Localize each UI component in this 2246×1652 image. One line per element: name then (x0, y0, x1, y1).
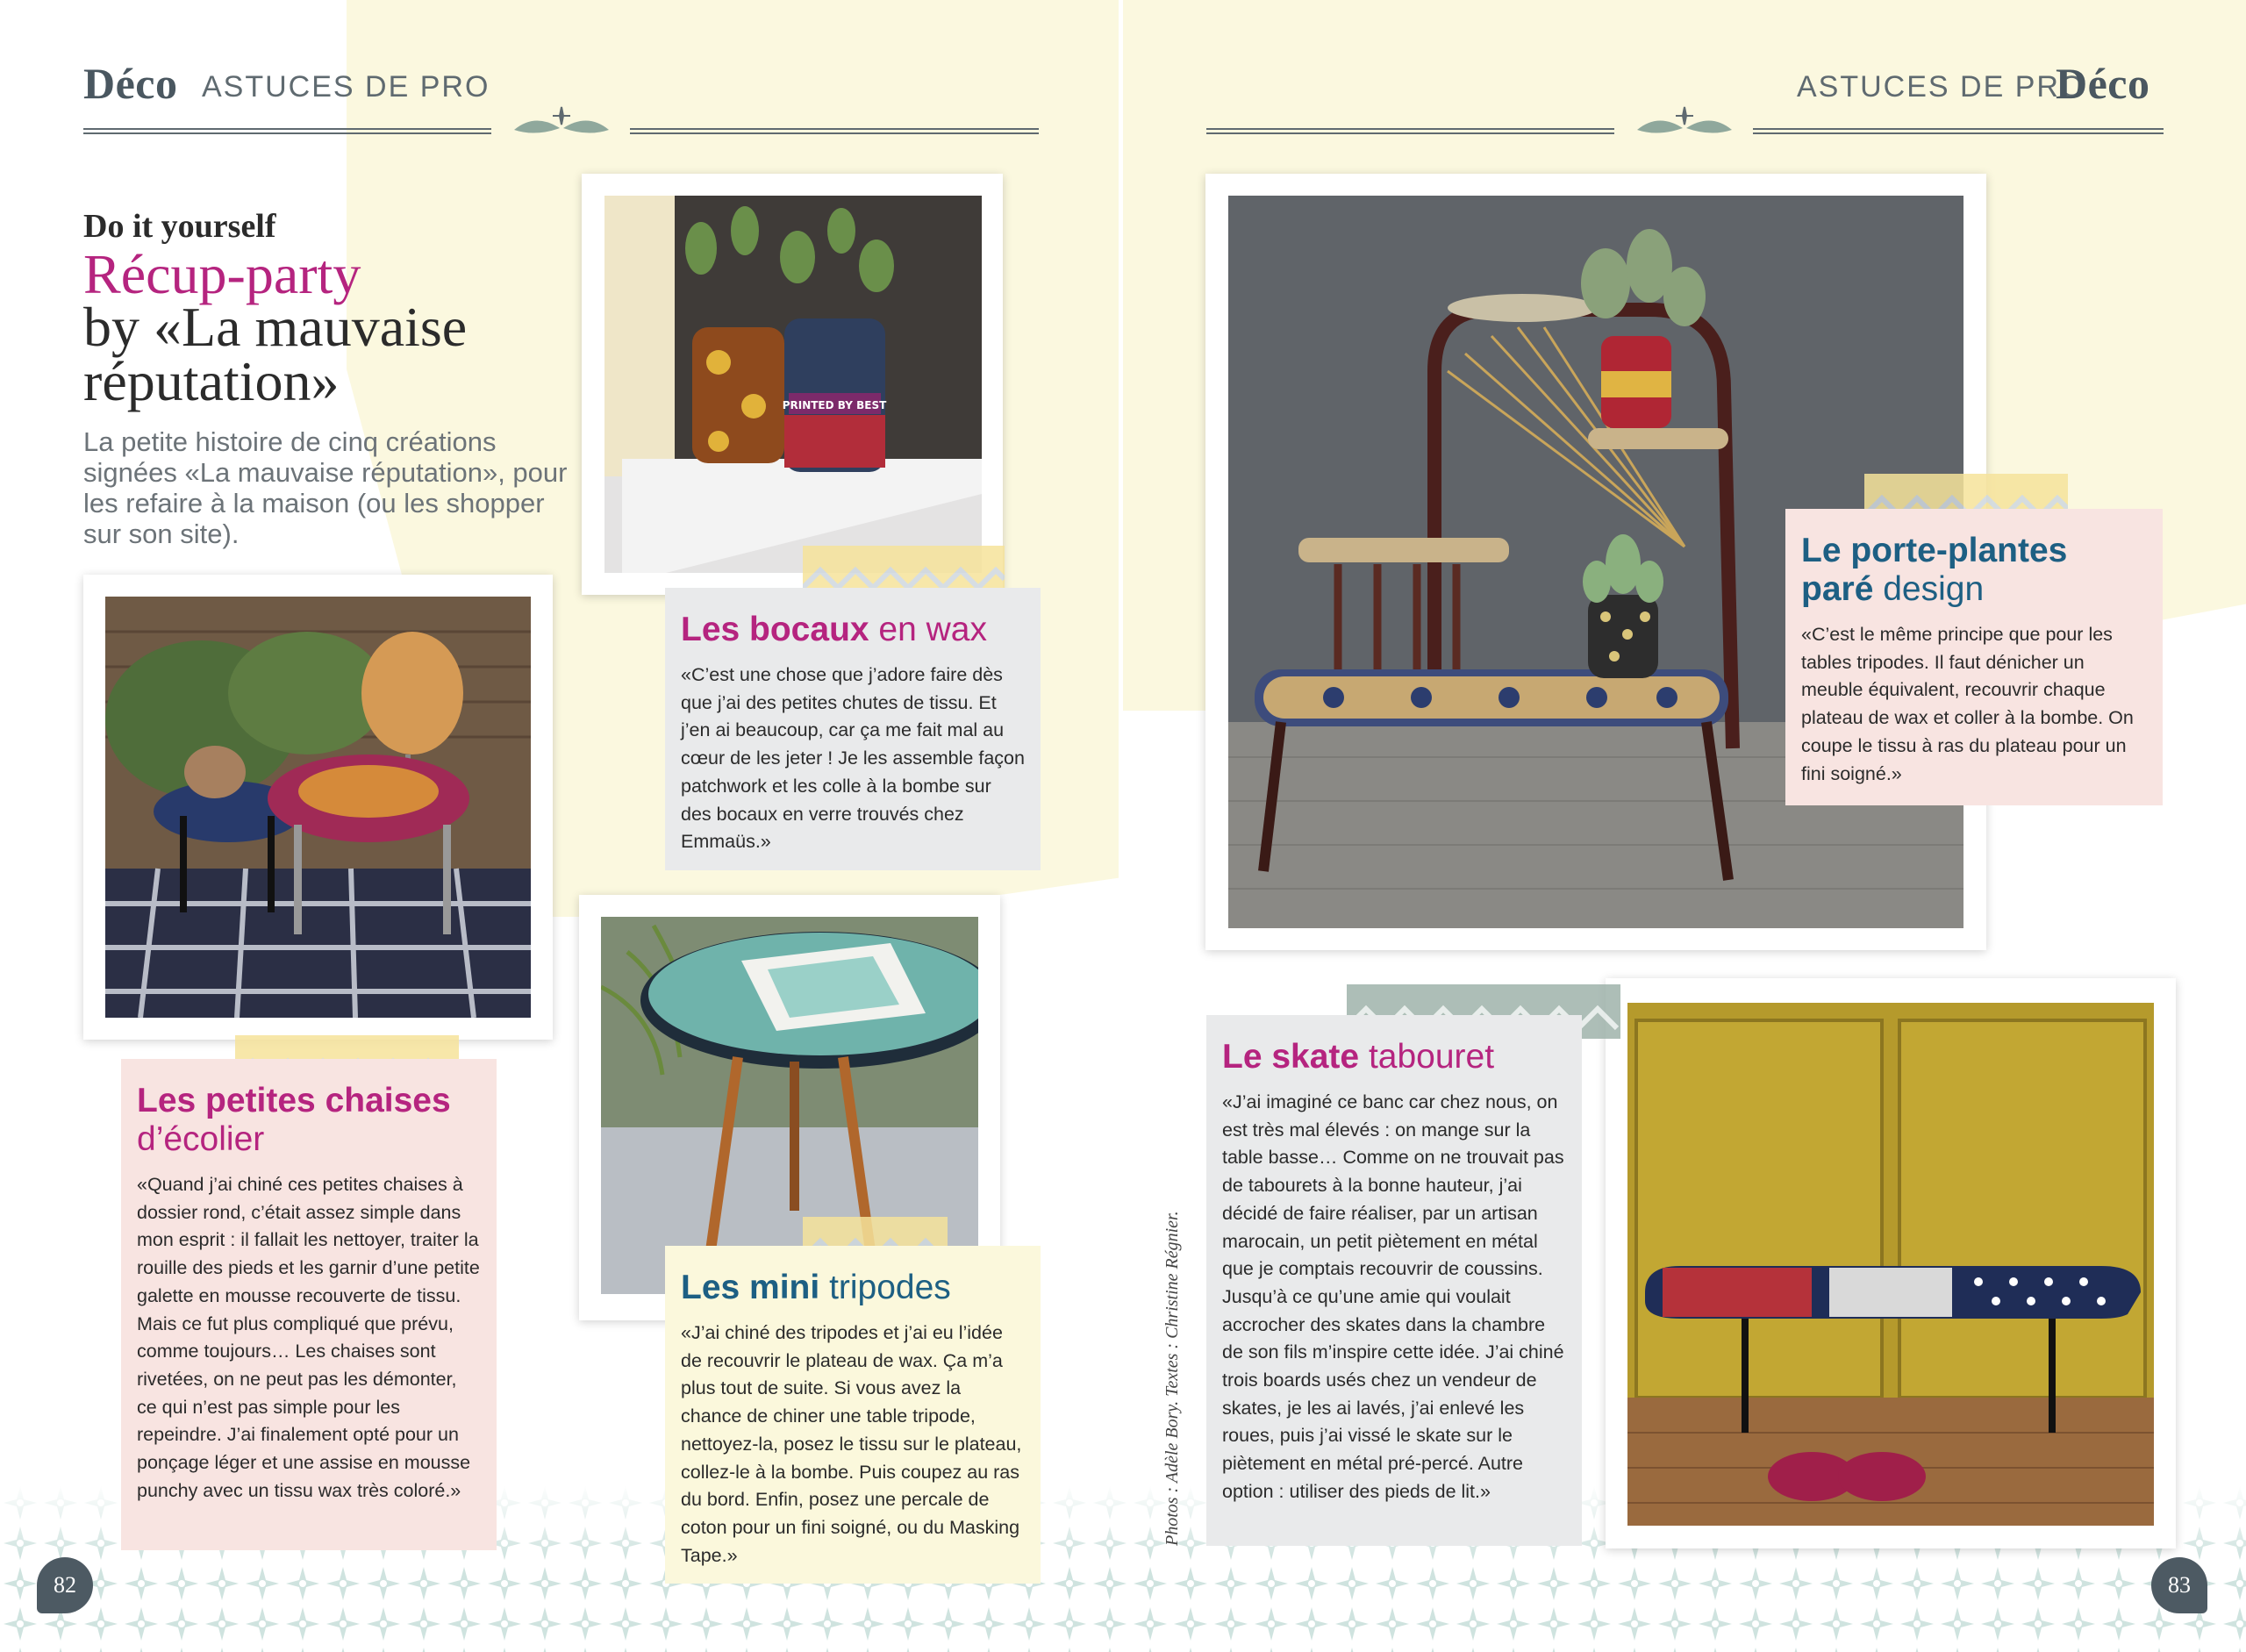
article-text: «C’est le même principe que pour les tables tripodes. Il faut dénicher un meuble équivalent, recouvrir chaque plateau de wax et coller à la bombe. On coupe le tissu à ras du plateau pour un fini soigné.» (1801, 624, 2134, 784)
photo-frame-chairs (83, 575, 553, 1040)
photo-frame-jars (582, 174, 1003, 595)
article-bocaux (665, 588, 1041, 870)
ornament-icon (1632, 104, 1737, 142)
article-text: «C’est une chose que j’adore faire dès que j’ai des petites chutes de tissu. Et j’en ai beaucoup, car ça me fait mal au cœur de les jeter ! Je les assemble façon patchwork et les colle à la bombe sur des bocaux en verre trouvés chez Emmaüs.» (681, 664, 1025, 853)
article-title: Le porte-plantes paré design (1801, 532, 2068, 608)
page-number-right: 83 (2151, 1557, 2207, 1613)
section-title-left: Déco (83, 59, 178, 108)
article-text: «Quand j’ai chiné ces petites chaises à dossier rond, c’était assez simple dans mon esprit : il fallait les nettoyer, traiter la rouille des pieds et les garnir d’une petite galette en mousse recouverte de tissu. Mais ce fut plus compliqué que prévu, comme toujours… Les chaises sont rivetées, on ne peut pas les démonter, ce qui n’est pas simple pour les repeindre. J’ai finalement opté pour un ponçage léger et une assise en mousse punchy avec un tissu wax très coloré.» (137, 1174, 480, 1501)
section-subtitle-right: ASTUCES DE PRO (1797, 70, 2085, 104)
article-title: Les mini tripodes (681, 1269, 951, 1306)
section-title-right: Déco (2056, 59, 2150, 108)
skate-photo (1627, 1003, 2154, 1526)
article-title: Les bocaux en wax (681, 611, 987, 648)
jar-label: PRINTED BY BEST (782, 399, 887, 411)
article-skate (1206, 1015, 1582, 1546)
article-tripodes (665, 1246, 1041, 1584)
article-chaises (121, 1059, 497, 1550)
header-rule (1206, 128, 1614, 134)
page-number-left: 82 (37, 1557, 93, 1613)
kicker: Do it yourself (83, 208, 276, 245)
article-text: «J’ai chiné des tripodes et j’ai eu l’idée de recouvrir le plateau de wax. Ça m’a plus tout de suite. Si vous avez la chance de chiner une table tripode, nettoyez-la, posez le tissu sur le plateau, collez-le à la bombe. Puis coupez au ras du bord. Enfin, posez une percale de coton pour un fini soigné, ou du Masking Tape.» (681, 1322, 1022, 1566)
article-title: Le skate tabouret (1222, 1038, 1495, 1076)
header-rule (1753, 128, 2164, 134)
section-subtitle-left: ASTUCES DE PRO (202, 70, 490, 104)
photo-frame-skate (1606, 978, 2176, 1548)
ornament-icon (509, 104, 614, 142)
header-rule (83, 128, 491, 134)
intro-lead: La petite histoire de cinq créations signées «La mauvaise réputation», pour les refaire à la maison (ou les shopper sur son site). (83, 426, 568, 549)
photo-credit: Photos : Adèle Bory. Textes : Christine Régnier. (1162, 1211, 1182, 1546)
header-rule (630, 128, 1039, 134)
chairs-photo (105, 597, 531, 1018)
jars-photo (604, 196, 982, 573)
page-title: Récup-party (83, 243, 361, 305)
page-title-line2: by «La mauvaise réputation» (83, 296, 468, 412)
article-title: Les petites chaises d’écolier (137, 1082, 451, 1158)
article-text: «J’ai imaginé ce banc car chez nous, on est très mal élevés : on mange sur la table basse… Comme on ne trouvait pas de tabourets à la bonne hauteur, j’ai décidé de faire réaliser, par un artisan marocain, un petit piètement en métal que je comptais recouvrir de coussins. Jusqu’à ce qu’une amie qui voulait accrocher des skates dans la chambre de son fils m’inspire cette idée. J’ai chiné trois boards usés chez un vendeur de skates, je les ai lavés, j’ai enlevé les roues, puis j’ai vissé le skate sur le piètement en métal pré-percé. Autre option : utiliser des pieds de lit.» (1222, 1091, 1564, 1502)
article-porte-plantes (1785, 509, 2163, 805)
